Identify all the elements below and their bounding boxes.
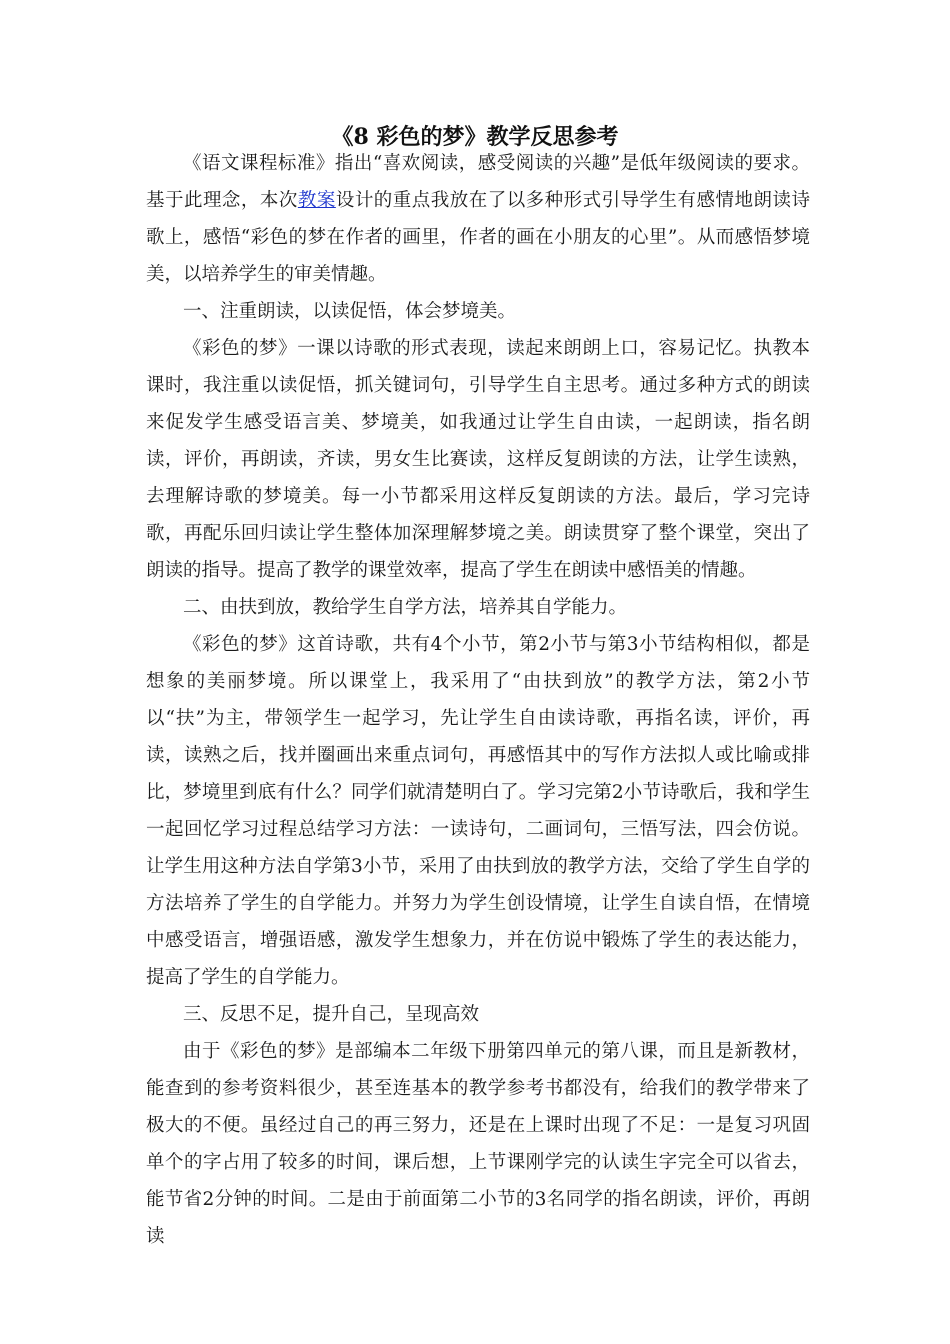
section-3-paragraph: 由于《彩色的梦》是部编本二年级下册第四单元的第八课，而且是新教材，能查到的参考资料很少，甚至连基本的教学参考书都没有，给我们的教学带来了极大的不便。虽经过自己的再三努力，还是在上课时出现了不足：一是复习巩固单个的字占用了较多的时间，课后想，上节课刚学完的认读生字完全可以省去，能节省2分钟的时间。二是由于前面第二小节的3名同学的指名朗读，评价，再朗读 (146, 1041, 810, 1247)
page-title: 《8 彩色的梦》教学反思参考 (331, 124, 619, 150)
intro-paragraph (146, 145, 810, 293)
lesson-plan-link[interactable]: 教案 (297, 190, 336, 211)
section-2-heading: 二、由扶到放，教给学生自学方法，培养其自学能力。 (183, 597, 628, 618)
intro-text-before-link: 《语文课程标准》指出“喜欢阅读，感受阅读的兴趣”是低年级阅读的要求。基于此理念，本次 (146, 153, 810, 211)
section-3-heading: 三、反思不足，提升自己，呈现高效 (183, 1004, 480, 1025)
section-2-paragraph: 《彩色的梦》这首诗歌，共有4个小节，第2小节与第3小节结构相似，都是想象的美丽梦境。所以课堂上，我采用了“由扶到放”的教学方法，第2小节以“扶”为主，带领学生一起学习，先让学生自由读诗歌，再指名读，评价，再读，读熟之后，找并圈画出来重点词句，再感悟其中的写作方法拟人或比喻或排比，梦境里到底有什么？同学们就清楚明白了。学习完第2小节诗歌后，我和学生一起回忆学习过程总结学习方法：一读诗句，二画词句，三悟写法，四会仿说。让学生用这种方法自学第3小节，采用了由扶到放的教学方法，交给了学生自学的方法培养了学生的自学能力。并努力为学生创设情境，让学生自读自悟，在情境中感受语言，增强语感，激发学生想象力，并在仿说中锻炼了学生的表达能力，提高了学生的自学能力。 (146, 634, 810, 988)
section-1-heading: 一、注重朗读，以读促悟，体会梦境美。 (183, 301, 517, 322)
document-body (146, 145, 810, 1255)
section-1-paragraph: 《彩色的梦》一课以诗歌的形式表现，读起来朗朗上口，容易记忆。执教本课时，我注重以读促悟，抓关键词句，引导学生自主思考。通过多种方式的朗读来促发学生感受语言美、梦境美，如我通过让学生自由读，一起朗读，指名朗读，评价，再朗读，齐读，男女生比赛读，这样反复朗读的方法，让学生读熟，去理解诗歌的梦境美。每一小节都采用这样反复朗读的方法。最后，学习完诗歌，再配乐回归读让学生整体加深理解梦境之美。朗读贯穿了整个课堂，突出了朗读的指导。提高了教学的课堂效率，提高了学生在朗读中感悟美的情趣。 (146, 338, 810, 581)
intro-text-after-link: 设计的重点我放在了以多种形式引导学生有感情地朗读诗歌上，感悟“彩色的梦在作者的画里，作者的画在小朋友的心里”。从而感悟梦境美，以培养学生的审美情趣。 (146, 190, 810, 285)
